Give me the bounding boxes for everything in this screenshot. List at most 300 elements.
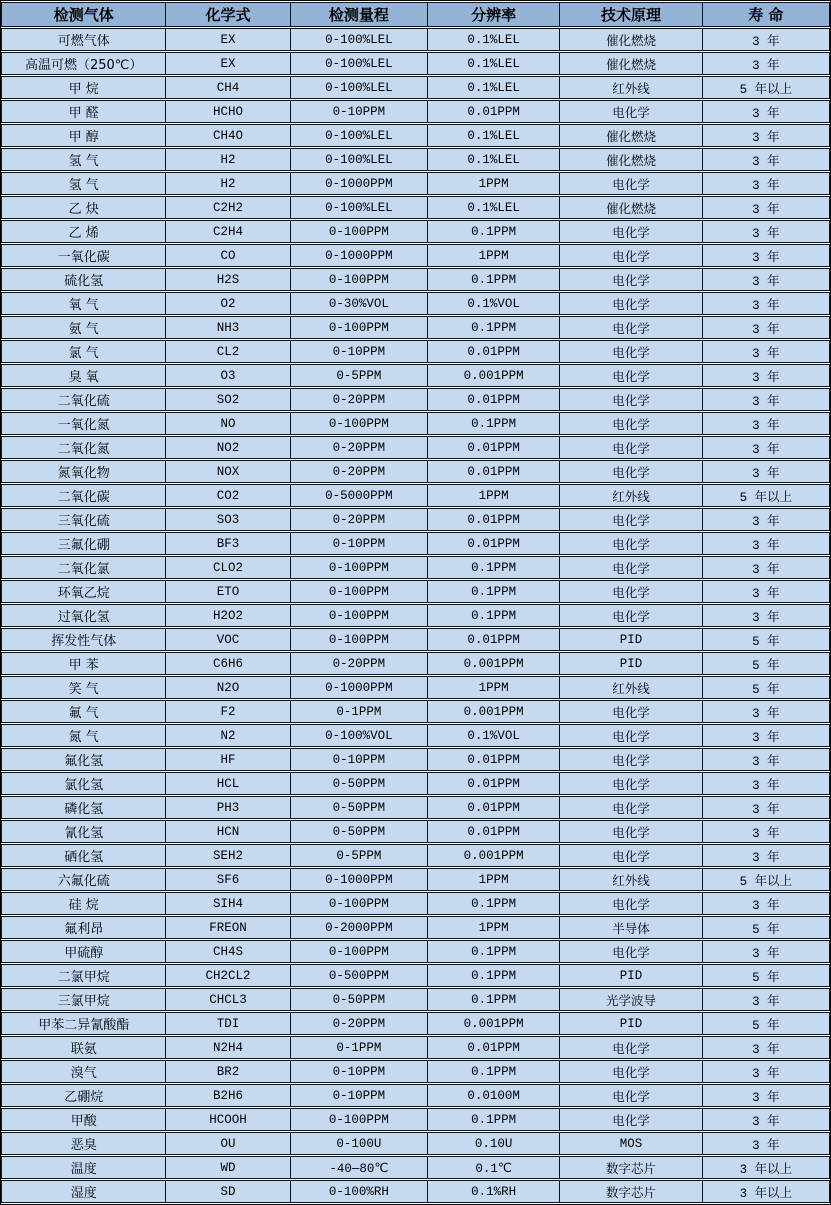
principle-cell: 电化学 [559, 220, 701, 243]
lifespan-cell: 3 年以上 [702, 1156, 830, 1179]
lifespan-cell: 3 年 [702, 532, 830, 555]
principle-cell: 红外线 [559, 484, 701, 507]
resolution-cell: 0.01PPM [427, 388, 559, 411]
resolution-cell: 1PPM [427, 868, 559, 891]
gas-name-cell: 氧 气 [1, 292, 165, 315]
resolution-cell: 0.1PPM [427, 556, 559, 579]
table-row [1, 532, 830, 555]
table-row [1, 508, 830, 531]
formula-cell: SEH2 [165, 844, 289, 867]
formula-cell: HCN [165, 820, 289, 843]
principle-cell: 光学波导 [559, 988, 701, 1011]
gas-name-cell: 氰化氢 [1, 820, 165, 843]
resolution-cell: 0.01PPM [427, 820, 559, 843]
principle-cell: 红外线 [559, 76, 701, 99]
formula-cell: TDI [165, 1012, 289, 1035]
formula-cell: F2 [165, 700, 289, 723]
principle-cell: 电化学 [559, 244, 701, 267]
principle-cell: 电化学 [559, 724, 701, 747]
lifespan-cell: 3 年 [702, 340, 830, 363]
formula-cell: H2 [165, 172, 289, 195]
resolution-cell: 0.1PPM [427, 1060, 559, 1083]
gas-name-cell: 氟利昂 [1, 916, 165, 939]
principle-cell: MOS [559, 1132, 701, 1155]
lifespan-cell: 3 年 [702, 772, 830, 795]
principle-cell: PID [559, 1012, 701, 1035]
range-cell: 0-100PPM [290, 580, 427, 603]
gas-name-cell: 挥发性气体 [1, 628, 165, 651]
range-cell: 0-1PPM [290, 1036, 427, 1059]
gas-name-cell: 氮 气 [1, 724, 165, 747]
range-cell: 0-100%LEL [290, 196, 427, 219]
gas-name-cell: 甲苯二异氰酸酯 [1, 1012, 165, 1035]
gas-name-cell: 三氯甲烷 [1, 988, 165, 1011]
formula-cell: CHCL3 [165, 988, 289, 1011]
principle-cell: 电化学 [559, 700, 701, 723]
table-row [1, 172, 830, 195]
table-row [1, 268, 830, 291]
table-row [1, 892, 830, 915]
formula-cell: NOX [165, 460, 289, 483]
formula-cell: SIH4 [165, 892, 289, 915]
resolution-cell: 0.01PPM [427, 100, 559, 123]
lifespan-cell: 3 年 [702, 700, 830, 723]
range-cell: 0-1PPM [290, 700, 427, 723]
principle-cell: 电化学 [559, 796, 701, 819]
principle-cell: 电化学 [559, 100, 701, 123]
range-cell: 0-5PPM [290, 364, 427, 387]
gas-name-cell: 甲酸 [1, 1108, 165, 1131]
resolution-cell: 0.1%LEL [427, 124, 559, 147]
principle-cell: PID [559, 964, 701, 987]
range-cell: 0-10PPM [290, 100, 427, 123]
resolution-cell: 0.01PPM [427, 796, 559, 819]
lifespan-cell: 3 年 [702, 364, 830, 387]
resolution-cell: 0.1PPM [427, 220, 559, 243]
table-row [1, 220, 830, 243]
principle-cell: 电化学 [559, 844, 701, 867]
principle-cell: 电化学 [559, 316, 701, 339]
formula-cell: H2O2 [165, 604, 289, 627]
gas-name-cell: 二氧化氯 [1, 556, 165, 579]
range-cell: 0-5000PPM [290, 484, 427, 507]
lifespan-cell: 3 年 [702, 172, 830, 195]
formula-cell: HCOOH [165, 1108, 289, 1131]
resolution-cell: 0.1PPM [427, 940, 559, 963]
range-cell: 0-100%LEL [290, 124, 427, 147]
resolution-cell: 0.1PPM [427, 412, 559, 435]
lifespan-cell: 3 年 [702, 460, 830, 483]
gas-name-cell: 湿度 [1, 1180, 165, 1203]
resolution-cell: 0.1PPM [427, 988, 559, 1011]
table-row [1, 52, 830, 75]
formula-cell: SO3 [165, 508, 289, 531]
formula-cell: SO2 [165, 388, 289, 411]
lifespan-cell: 3 年 [702, 604, 830, 627]
lifespan-cell: 3 年以上 [702, 1180, 830, 1203]
range-cell: 0-1000PPM [290, 244, 427, 267]
lifespan-cell: 3 年 [702, 748, 830, 771]
principle-cell: 催化燃烧 [559, 52, 701, 75]
table-row [1, 292, 830, 315]
gas-name-cell: 二氧化碳 [1, 484, 165, 507]
range-cell: 0-20PPM [290, 388, 427, 411]
lifespan-cell: 3 年 [702, 220, 830, 243]
table-row [1, 28, 830, 51]
range-cell: 0-500PPM [290, 964, 427, 987]
formula-cell: C2H2 [165, 196, 289, 219]
resolution-cell: 0.1%VOL [427, 292, 559, 315]
lifespan-cell: 3 年 [702, 124, 830, 147]
formula-cell: NH3 [165, 316, 289, 339]
range-cell: 0-1000PPM [290, 172, 427, 195]
formula-cell: BF3 [165, 532, 289, 555]
principle-cell: 电化学 [559, 508, 701, 531]
range-cell: 0-2000PPM [290, 916, 427, 939]
lifespan-cell: 5 年以上 [702, 76, 830, 99]
formula-cell: O2 [165, 292, 289, 315]
gas-name-cell: 乙 烯 [1, 220, 165, 243]
lifespan-cell: 3 年 [702, 724, 830, 747]
gas-name-cell: 甲硫醇 [1, 940, 165, 963]
resolution-cell: 0.001PPM [427, 364, 559, 387]
formula-cell: H2 [165, 148, 289, 171]
principle-cell: 数字芯片 [559, 1156, 701, 1179]
lifespan-cell: 5 年 [702, 1012, 830, 1035]
resolution-cell: 0.001PPM [427, 700, 559, 723]
resolution-cell: 1PPM [427, 916, 559, 939]
col-header-range: 检测量程 [290, 2, 427, 27]
lifespan-cell: 3 年 [702, 268, 830, 291]
gas-name-cell: 三氟化硼 [1, 532, 165, 555]
table-row [1, 1084, 830, 1107]
table-row [1, 1012, 830, 1035]
lifespan-cell: 3 年 [702, 244, 830, 267]
table-row [1, 700, 830, 723]
range-cell: 0-10PPM [290, 748, 427, 771]
principle-cell: 电化学 [559, 772, 701, 795]
resolution-cell: 0.1PPM [427, 964, 559, 987]
gas-name-cell: 二氯甲烷 [1, 964, 165, 987]
resolution-cell: 0.0100M [427, 1084, 559, 1107]
resolution-cell: 1PPM [427, 244, 559, 267]
principle-cell: 电化学 [559, 340, 701, 363]
table-row [1, 556, 830, 579]
table-row [1, 436, 830, 459]
range-cell: 0-20PPM [290, 460, 427, 483]
formula-cell: SD [165, 1180, 289, 1203]
formula-cell: NO [165, 412, 289, 435]
lifespan-cell: 3 年 [702, 388, 830, 411]
table-row [1, 964, 830, 987]
resolution-cell: 0.01PPM [427, 460, 559, 483]
range-cell: 0-20PPM [290, 508, 427, 531]
table-row [1, 748, 830, 771]
table-row [1, 1060, 830, 1083]
table-row [1, 652, 830, 675]
lifespan-cell: 3 年 [702, 292, 830, 315]
table-row [1, 244, 830, 267]
formula-cell: PH3 [165, 796, 289, 819]
lifespan-cell: 3 年 [702, 1108, 830, 1131]
lifespan-cell: 3 年 [702, 196, 830, 219]
table-row [1, 1156, 830, 1179]
resolution-cell: 0.1PPM [427, 892, 559, 915]
gas-name-cell: 溴气 [1, 1060, 165, 1083]
principle-cell: 催化燃烧 [559, 28, 701, 51]
resolution-cell: 0.1%LEL [427, 196, 559, 219]
resolution-cell: 0.01PPM [427, 772, 559, 795]
resolution-cell: 0.001PPM [427, 652, 559, 675]
formula-cell: FREON [165, 916, 289, 939]
resolution-cell: 0.001PPM [427, 844, 559, 867]
table-row [1, 484, 830, 507]
table-row [1, 340, 830, 363]
principle-cell: 电化学 [559, 580, 701, 603]
range-cell: 0-100PPM [290, 268, 427, 291]
table-row [1, 100, 830, 123]
gas-name-cell: 六氟化硫 [1, 868, 165, 891]
range-cell: 0-50PPM [290, 820, 427, 843]
gas-name-cell: 一氧化氮 [1, 412, 165, 435]
table-row [1, 412, 830, 435]
principle-cell: 电化学 [559, 1108, 701, 1131]
formula-cell: VOC [165, 628, 289, 651]
resolution-cell: 0.1%LEL [427, 52, 559, 75]
lifespan-cell: 3 年 [702, 148, 830, 171]
lifespan-cell: 3 年 [702, 796, 830, 819]
resolution-cell: 0.01PPM [427, 508, 559, 531]
gas-name-cell: 温度 [1, 1156, 165, 1179]
principle-cell: PID [559, 628, 701, 651]
range-cell: 0-100PPM [290, 892, 427, 915]
resolution-cell: 0.01PPM [427, 1036, 559, 1059]
range-cell: 0-10PPM [290, 1084, 427, 1107]
gas-name-cell: 联氨 [1, 1036, 165, 1059]
principle-cell: 电化学 [559, 748, 701, 771]
principle-cell: 电化学 [559, 460, 701, 483]
gas-name-cell: 氢 气 [1, 172, 165, 195]
gas-name-cell: 氯 气 [1, 340, 165, 363]
range-cell: 0-100U [290, 1132, 427, 1155]
formula-cell: OU [165, 1132, 289, 1155]
lifespan-cell: 3 年 [702, 940, 830, 963]
lifespan-cell: 5 年 [702, 676, 830, 699]
formula-cell: N2H4 [165, 1036, 289, 1059]
resolution-cell: 0.1PPM [427, 604, 559, 627]
resolution-cell: 0.1PPM [427, 268, 559, 291]
table-row [1, 388, 830, 411]
range-cell: 0-10PPM [290, 1060, 427, 1083]
gas-name-cell: 氢 气 [1, 148, 165, 171]
range-cell: 0-10PPM [290, 340, 427, 363]
resolution-cell: 0.01PPM [427, 628, 559, 651]
table-row [1, 796, 830, 819]
formula-cell: HF [165, 748, 289, 771]
gas-name-cell: 可燃气体 [1, 28, 165, 51]
table-row [1, 724, 830, 747]
principle-cell: 催化燃烧 [559, 196, 701, 219]
lifespan-cell: 3 年 [702, 412, 830, 435]
table-row [1, 676, 830, 699]
lifespan-cell: 5 年以上 [702, 484, 830, 507]
formula-cell: CLO2 [165, 556, 289, 579]
table-row [1, 460, 830, 483]
range-cell: 0-30%VOL [290, 292, 427, 315]
range-cell: 0-5PPM [290, 844, 427, 867]
formula-cell: CL2 [165, 340, 289, 363]
formula-cell: CH4 [165, 76, 289, 99]
principle-cell: 电化学 [559, 1084, 701, 1107]
formula-cell: NO2 [165, 436, 289, 459]
range-cell: 0-100PPM [290, 316, 427, 339]
lifespan-cell: 3 年 [702, 844, 830, 867]
formula-cell: HCHO [165, 100, 289, 123]
gas-name-cell: 硫化氢 [1, 268, 165, 291]
principle-cell: 红外线 [559, 676, 701, 699]
principle-cell: 电化学 [559, 532, 701, 555]
range-cell: 0-100PPM [290, 940, 427, 963]
principle-cell: PID [559, 652, 701, 675]
principle-cell: 电化学 [559, 364, 701, 387]
principle-cell: 电化学 [559, 172, 701, 195]
table-row [1, 364, 830, 387]
table-row [1, 1036, 830, 1059]
gas-name-cell: 恶臭 [1, 1132, 165, 1155]
resolution-cell: 0.01PPM [427, 748, 559, 771]
lifespan-cell: 3 年 [702, 1084, 830, 1107]
gas-name-cell: 乙硼烷 [1, 1084, 165, 1107]
principle-cell: 电化学 [559, 940, 701, 963]
resolution-cell: 0.10U [427, 1132, 559, 1155]
table-row [1, 628, 830, 651]
resolution-cell: 0.1%LEL [427, 76, 559, 99]
range-cell: 0-100PPM [290, 1108, 427, 1131]
gas-name-cell: 三氧化硫 [1, 508, 165, 531]
principle-cell: 电化学 [559, 436, 701, 459]
principle-cell: 电化学 [559, 1036, 701, 1059]
gas-name-cell: 氯化氢 [1, 772, 165, 795]
formula-cell: C2H4 [165, 220, 289, 243]
lifespan-cell: 3 年 [702, 28, 830, 51]
lifespan-cell: 5 年以上 [702, 868, 830, 891]
formula-cell: WD [165, 1156, 289, 1179]
resolution-cell: 1PPM [427, 676, 559, 699]
lifespan-cell: 3 年 [702, 436, 830, 459]
range-cell: 0-100PPM [290, 604, 427, 627]
lifespan-cell: 3 年 [702, 508, 830, 531]
lifespan-cell: 5 年 [702, 964, 830, 987]
table-row [1, 820, 830, 843]
table-row [1, 1108, 830, 1131]
lifespan-cell: 5 年 [702, 652, 830, 675]
principle-cell: 电化学 [559, 268, 701, 291]
resolution-cell: 0.1%VOL [427, 724, 559, 747]
gas-name-cell: 一氧化碳 [1, 244, 165, 267]
range-cell: 0-10PPM [290, 532, 427, 555]
principle-cell: 数字芯片 [559, 1180, 701, 1203]
range-cell: 0-1000PPM [290, 676, 427, 699]
gas-name-cell: 硒化氢 [1, 844, 165, 867]
table-body [1, 28, 830, 1203]
table-row [1, 316, 830, 339]
principle-cell: 催化燃烧 [559, 124, 701, 147]
gas-name-cell: 二氧化氮 [1, 436, 165, 459]
table-row [1, 580, 830, 603]
range-cell: 0-100%LEL [290, 148, 427, 171]
lifespan-cell: 5 年 [702, 628, 830, 651]
range-cell: 0-50PPM [290, 796, 427, 819]
resolution-cell: 0.1PPM [427, 1108, 559, 1131]
principle-cell: 电化学 [559, 820, 701, 843]
resolution-cell: 0.1%LEL [427, 28, 559, 51]
gas-name-cell: 甲 醇 [1, 124, 165, 147]
lifespan-cell: 3 年 [702, 988, 830, 1011]
gas-name-cell: 氨 气 [1, 316, 165, 339]
range-cell: 0-100%VOL [290, 724, 427, 747]
range-cell: 0-100%RH [290, 1180, 427, 1203]
gas-name-cell: 甲 苯 [1, 652, 165, 675]
principle-cell: 电化学 [559, 388, 701, 411]
formula-cell: C6H6 [165, 652, 289, 675]
formula-cell: CH2CL2 [165, 964, 289, 987]
table-row [1, 988, 830, 1011]
resolution-cell: 0.001PPM [427, 1012, 559, 1035]
gas-name-cell: 硅 烷 [1, 892, 165, 915]
gas-name-cell: 甲 醛 [1, 100, 165, 123]
resolution-cell: 0.1℃ [427, 1156, 559, 1179]
resolution-cell: 0.01PPM [427, 532, 559, 555]
resolution-cell: 0.1PPM [427, 580, 559, 603]
table-row [1, 148, 830, 171]
range-cell: 0-100%LEL [290, 28, 427, 51]
range-cell: 0-100PPM [290, 220, 427, 243]
formula-cell: CH4S [165, 940, 289, 963]
formula-cell: O3 [165, 364, 289, 387]
range-cell: 0-50PPM [290, 988, 427, 1011]
lifespan-cell: 3 年 [702, 1060, 830, 1083]
lifespan-cell: 3 年 [702, 580, 830, 603]
gas-name-cell: 氟化氢 [1, 748, 165, 771]
resolution-cell: 0.1%RH [427, 1180, 559, 1203]
formula-cell: HCL [165, 772, 289, 795]
formula-cell: SF6 [165, 868, 289, 891]
principle-cell: 电化学 [559, 412, 701, 435]
range-cell: 0-100%LEL [290, 52, 427, 75]
gas-name-cell: 甲 烷 [1, 76, 165, 99]
col-header-principle: 技术原理 [559, 2, 701, 27]
range-cell: 0-20PPM [290, 652, 427, 675]
resolution-cell: 0.1PPM [427, 316, 559, 339]
principle-cell: 电化学 [559, 556, 701, 579]
principle-cell: 催化燃烧 [559, 148, 701, 171]
table-row [1, 916, 830, 939]
formula-cell: CO2 [165, 484, 289, 507]
range-cell: 0-100%LEL [290, 76, 427, 99]
formula-cell: N2O [165, 676, 289, 699]
range-cell: 0-100PPM [290, 628, 427, 651]
range-cell: 0-100PPM [290, 412, 427, 435]
formula-cell: EX [165, 28, 289, 51]
range-cell: 0-100PPM [290, 556, 427, 579]
col-header-lifespan: 寿 命 [702, 2, 830, 27]
gas-name-cell: 磷化氢 [1, 796, 165, 819]
formula-cell: BR2 [165, 1060, 289, 1083]
col-header-formula: 化学式 [165, 2, 289, 27]
lifespan-cell: 3 年 [702, 1132, 830, 1155]
col-header-gas-name: 检测气体 [1, 2, 165, 27]
table-row [1, 196, 830, 219]
